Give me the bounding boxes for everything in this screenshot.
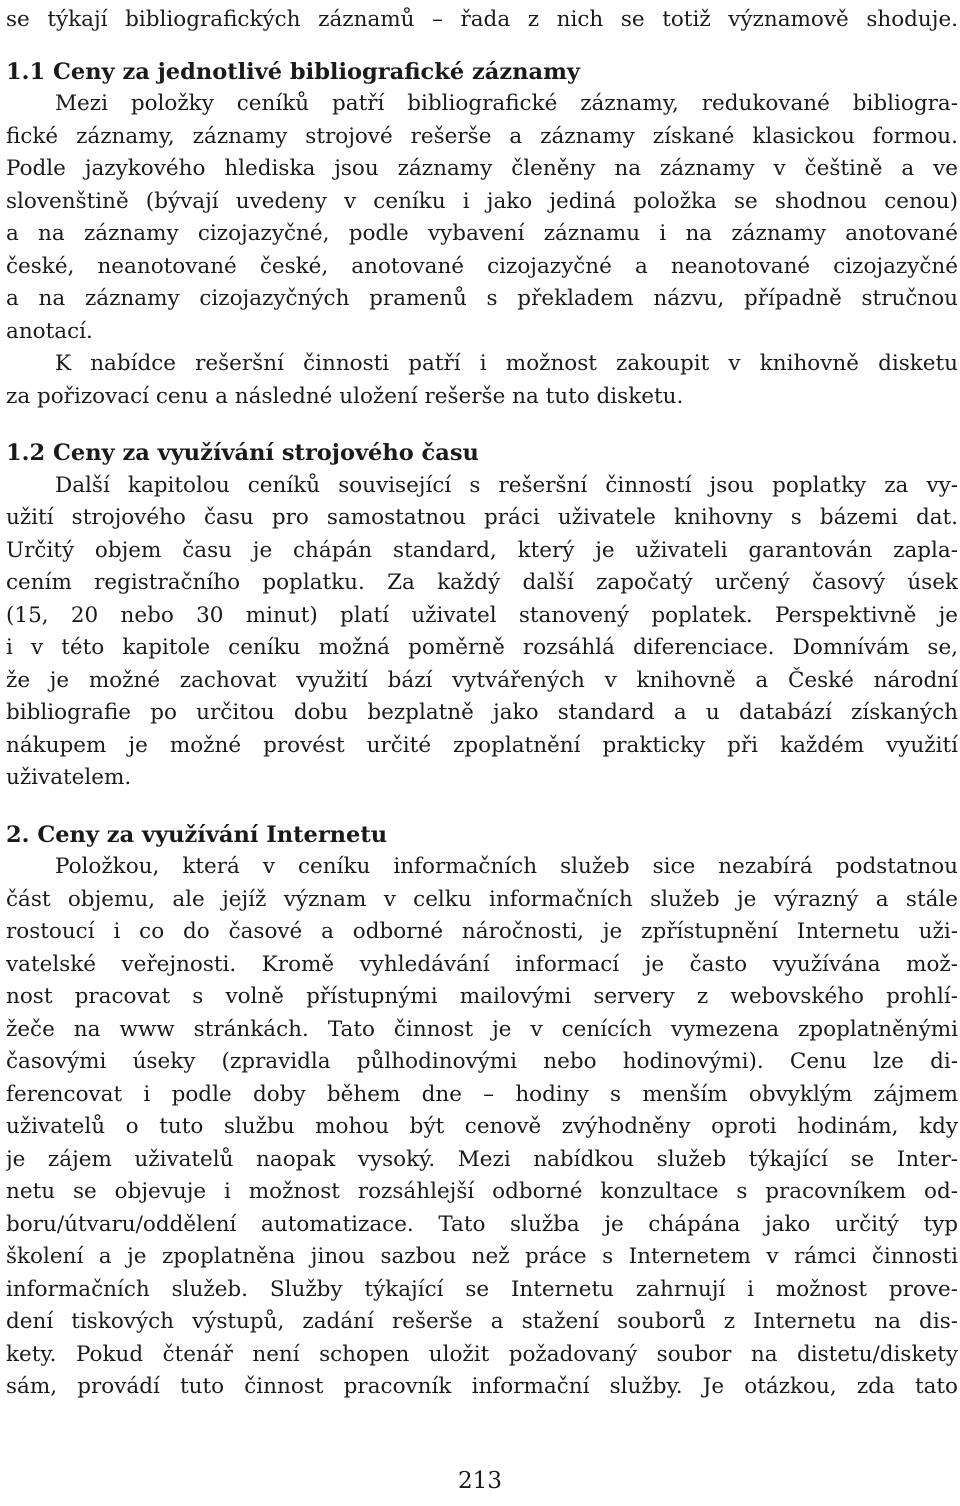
body-text-line: vatelské veřejnosti. Kromě vyhledávání informací je často využívána mož-	[6, 951, 958, 977]
body-text-line: boru/útvaru/oddělení automatizace. Tato služba je chápána jako určitý typ	[6, 1211, 958, 1237]
body-text-line: Určitý objem času je chápán standard, který je uživateli garantován zapla-	[6, 537, 958, 563]
body-text-line: sám, provádí tuto činnost pracovník informační služby. Je otázkou, zda tato	[6, 1374, 958, 1399]
page-number: 213	[458, 1468, 502, 1494]
body-text-line: část objemu, ale jejíž význam v celku informačních služeb je výrazný a stále	[6, 886, 958, 912]
body-text-line: nákupem je možné provést určité zpoplatnění prakticky při každém využití	[6, 732, 958, 758]
paragraph	[6, 851, 958, 1404]
body-text-line: rostoucí i co do časové a odborné náročnosti, je zpřístupnění Internetu uži-	[6, 919, 958, 944]
body-text-line: Další kapitolou ceníků související s rešeršní činností jsou poplatky za vy-	[55, 472, 958, 498]
body-text-line: fické záznamy, záznamy strojové rešerše a záznamy získané klasickou formou.	[6, 123, 958, 149]
paragraph	[6, 470, 958, 795]
body-text-line: netu se objevuje i možnost rozsáhlejší odborné konzultace s pracovníkem od-	[6, 1179, 958, 1204]
body-text-line: je zájem uživatelů naopak vysoký. Mezi nabídkou služeb týkající se Inter-	[6, 1146, 958, 1172]
body-text-line: informačních služeb. Služby týkající se Internetu zahrnují i možnost prove-	[6, 1276, 958, 1302]
body-text-line: cením registračního poplatku. Za každý další započatý určený časový úsek	[6, 570, 958, 595]
body-text-line: uživatelem.	[6, 765, 132, 790]
body-text-line: ferencovat i podle doby během dne – hodiny s menším obvyklým zájmem	[6, 1081, 958, 1107]
body-text-line: užití strojového času pro samostatnou práci uživatele knihovny s bázemi dat.	[6, 505, 958, 530]
body-text-line: české, neanotované české, anotované cizojazyčné a neanotované cizojazyčné	[6, 253, 958, 279]
body-text-line: uživatelů o tuto službu mohou být cenově zvýhodněny oproti hodinám, kdy	[6, 1114, 958, 1139]
body-text-line: se týkají bibliografických záznamů – řada z nich se totiž významově shoduje.	[6, 7, 958, 32]
body-text-line: K nabídce rešeršní činnosti patří i možnost zakoupit v knihovně disketu	[55, 351, 958, 376]
document-page	[6, 4, 958, 1404]
body-text-line: Mezi položky ceníků patří bibliografické záznamy, redukované bibliogra-	[55, 91, 958, 116]
body-text-line: a na záznamy cizojazyčných pramenů s překladem názvu, případně stručnou	[6, 286, 958, 311]
body-text-line: (15, 20 nebo 30 minut) platí uživatel stanovený poplatek. Perspektivně je	[6, 602, 958, 628]
body-text-line: i v této kapitole ceníku možná poměrně rozsáhlá diferenciace. Domnívám se,	[6, 635, 958, 660]
body-text-line: Položkou, která v ceníku informačních služeb sice nezabírá podstatnou	[55, 854, 958, 879]
body-text-line: dení tiskových výstupů, zadání rešerše a stažení souborů z Internetu na dis-	[6, 1309, 958, 1334]
body-text-line: slovenštině (bývají uvedeny v ceníku i jako jediná položka se shodnou cenou)	[6, 188, 958, 214]
body-text-line: že je možné zachovat využití bází vytvářených v knihovně a České národní	[6, 667, 958, 693]
section-heading-2: 2. Ceny za využívání Internetu	[6, 821, 388, 848]
body-text-line: kety. Pokud čtenář není schopen uložit požadovaný soubor na distetu/diskety	[6, 1341, 958, 1367]
paragraph	[6, 348, 958, 413]
body-text-line: za pořizovací cenu a následné uložení rešerše na tuto disketu.	[6, 383, 684, 409]
section-heading-1-2: 1.2 Ceny za využívání strojového času	[6, 440, 479, 466]
body-text-line: nost pracovat s volně přístupnými mailovými servery z webovského prohlí-	[6, 984, 958, 1009]
paragraph	[6, 88, 958, 348]
body-text-line: časovými úseky (zpravidla půlhodinovými nebo hodinovými). Cenu lze di-	[6, 1049, 958, 1074]
body-text-line: Podle jazykového hlediska jsou záznamy členěny na záznamy v češtině a ve	[6, 156, 958, 181]
body-text-line: školení a je zpoplatněna jinou sazbou než práce s Internetem v rámci činnosti	[6, 1244, 958, 1269]
body-text-line: a na záznamy cizojazyčné, podle vybavení záznamu i na záznamy anotované	[6, 221, 958, 246]
body-text-line: anotací.	[6, 318, 93, 344]
body-text-line: žeče na www stránkách. Tato činnost je v cenících vymezena zpoplatněnými	[6, 1016, 958, 1042]
body-text-line: bibliografie po určitou dobu bezplatně jako standard a u databází získaných	[6, 700, 958, 725]
section-heading-1-1: 1.1 Ceny za jednotlivé bibliografické záznamy	[6, 58, 580, 85]
